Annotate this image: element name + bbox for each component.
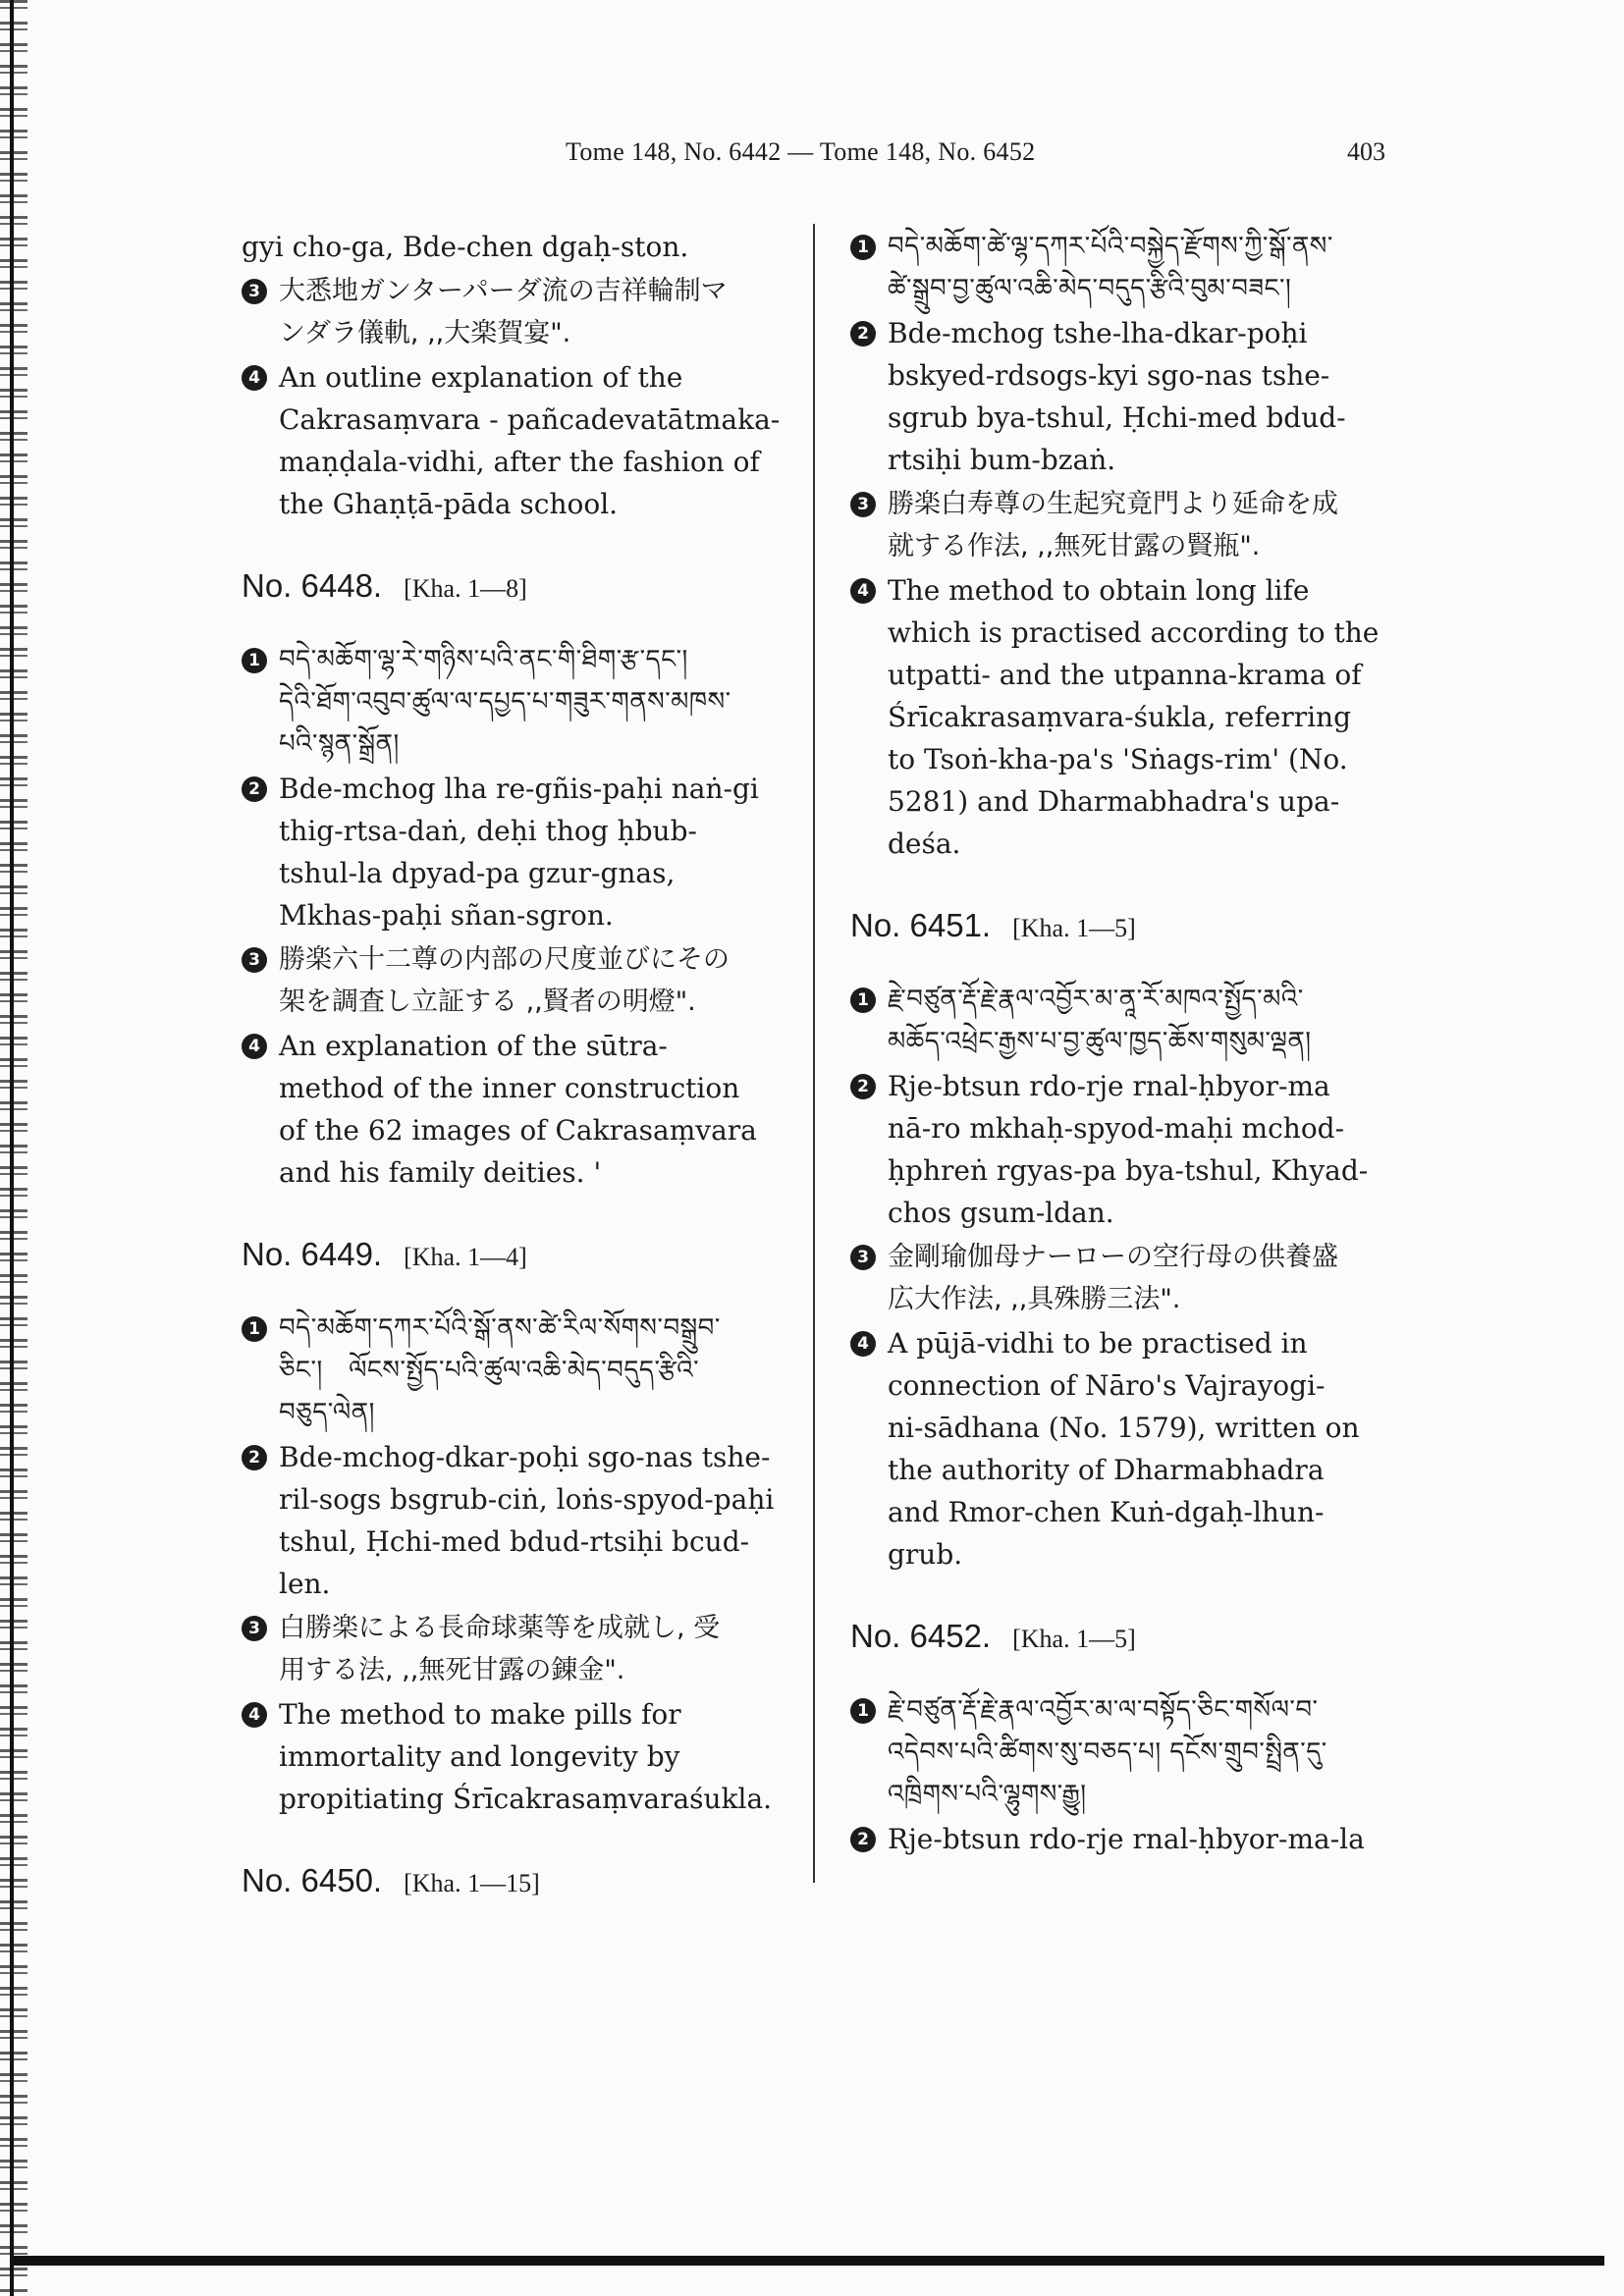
entry-heading-6451	[850, 904, 1400, 949]
english-description	[850, 1322, 1400, 1575]
circled-2-marker: 2	[850, 1074, 876, 1099]
text-line: chos gsum-ldan.	[888, 1197, 1114, 1229]
text-line: 白勝楽による長命球薬等を成就し, 受	[279, 1613, 721, 1643]
text-line: 金剛瑜伽母ナーローの空行母の供養盛	[888, 1242, 1338, 1272]
text-line: Bde-mchog tshe-lha-dkar-poḥi	[888, 317, 1308, 349]
text-line: Bde-mchog lha re-gñis-paḥi naṅ-gi	[279, 773, 759, 805]
circled-2-marker: 2	[850, 321, 876, 347]
left-column	[242, 226, 791, 1934]
continued-roman	[242, 226, 791, 268]
circled-2-marker: 2	[242, 1445, 267, 1470]
text-line: Rje-btsun rdo-rje rnal-ḥbyor-ma-la	[888, 1823, 1365, 1855]
text-line: Mkhas-paḥi sñan-sgron.	[279, 899, 614, 932]
text-line: and his family deities. '	[279, 1156, 602, 1189]
text-line: 勝楽六十二尊の内部の尺度並びにその	[279, 944, 730, 975]
text-line: བདེ་མཆོག་ལྷ་རེ་གཉིས་པའི་ནང་གི་ཐིག་རྩ་དང་།	[279, 645, 688, 674]
text-line: Śrīcakrasaṃvara-śukla, referring	[888, 701, 1351, 733]
circled-2-marker: 2	[242, 776, 267, 802]
text-line: The method to make pills for	[279, 1698, 681, 1731]
romanized-title	[242, 768, 791, 936]
text-line: ンダラ儀軌, ,,大楽賀宴".	[279, 318, 571, 348]
text-line: nā-ro mkhaḥ-spyod-maḥi mchod-	[888, 1112, 1345, 1145]
entry-ref: [Kha. 1—15]	[404, 1869, 540, 1897]
circled-3-marker: 3	[242, 1616, 267, 1641]
text-line: 用する法, ,,無死甘露の錬金".	[279, 1655, 625, 1685]
text-line: Cakrasaṃvara - pañcadevatātmaka-	[279, 403, 781, 436]
entry-number: No. 6449.	[242, 1236, 383, 1272]
text-line: པའི་སྙན་སྒྲོན།	[279, 729, 400, 759]
entry-ref: [Kha. 1—5]	[1012, 914, 1136, 942]
entry-number: No. 6448.	[242, 567, 383, 604]
text-line: རྗེ་བཙུན་རྡོ་རྗེ་རྣལ་འབྱོར་མ་ནཱ་རོ་མཁའ་སྤྱོད་མའི་	[888, 985, 1304, 1014]
japanese-title	[850, 483, 1400, 567]
page-header	[0, 137, 1624, 177]
running-title: Tome 148, No. 6442 — Tome 148, No. 6452	[566, 137, 1036, 166]
binding-edge	[0, 0, 27, 2296]
circled-4-marker: 4	[242, 365, 267, 391]
page-number: 403	[1347, 137, 1385, 166]
text-line: 架を調査し立証する ,,賢者の明燈".	[279, 987, 696, 1017]
circled-1-marker: 1	[850, 1698, 876, 1724]
text-line: the authority of Dharmabhadra	[888, 1454, 1325, 1486]
text-line: method of the inner construction	[279, 1072, 740, 1104]
text-line: 勝楽白寿尊の生起究竟門より延命を成	[888, 489, 1338, 519]
text-line: 広大作法, ,,具殊勝三法".	[888, 1284, 1181, 1314]
entry-heading-6450	[242, 1859, 791, 1904]
romanized-title	[242, 1436, 791, 1605]
text-line: immortality and longevity by	[279, 1740, 680, 1773]
circled-4-marker: 4	[242, 1702, 267, 1728]
circled-3-marker: 3	[850, 1245, 876, 1270]
text-line: དེའི་ཐོག་འབུབ་ཚུལ་ལ་དཔྱད་པ་གཟུར་གནས་མཁས་	[279, 687, 731, 717]
text-line: An outline explanation of the	[279, 361, 683, 394]
english-description	[242, 1693, 791, 1820]
circled-1-marker: 1	[850, 235, 876, 260]
tibetan-title	[850, 979, 1400, 1063]
text-line: and Rmor-chen Kuṅ-dgaḥ-lhun-	[888, 1496, 1325, 1528]
text-line: An explanation of the sūtra-	[279, 1030, 668, 1062]
text-line: ཚེ་སྒྲུབ་བྱ་ཚུལ་འཆི་མེད་བདུད་རྩིའི་བུམ་བཟང་།	[888, 274, 1292, 303]
english-description	[242, 1025, 791, 1194]
column-divider	[813, 224, 815, 1883]
text-line: utpatti- and the utpanna-krama of	[888, 659, 1362, 691]
text-line: sgrub bya-tshul, Ḥchi-med bdud-	[888, 401, 1346, 434]
circled-3-marker: 3	[850, 492, 876, 517]
text-line: maṇḍala-vidhi, after the fashion of	[279, 446, 760, 478]
tibetan-title	[850, 226, 1400, 310]
circled-2-marker: 2	[850, 1827, 876, 1852]
text-line: connection of Nāro's Vajrayogi-	[888, 1369, 1326, 1402]
text-line: ril-sogs bsgrub-ciṅ, loṅs-spyod-paḥi	[279, 1483, 775, 1516]
text-line: which is practised according to the	[888, 616, 1380, 649]
bottom-rule	[14, 2256, 1604, 2266]
entry-ref: [Kha. 1—4]	[404, 1243, 527, 1271]
text-line: རྗེ་བཙུན་རྡོ་རྗེ་རྣལ་འབྱོར་མ་ལ་བསྟོད་ཅིང་གསོལ་བ་	[888, 1695, 1319, 1725]
entry-number: No. 6451.	[850, 907, 992, 943]
entry-heading-6448	[242, 564, 791, 610]
text-line: bskyed-rdsogs-kyi sgo-nas tshe-	[888, 359, 1330, 392]
entry-heading-6449	[242, 1233, 791, 1278]
entry-ref: [Kha. 1—8]	[404, 574, 527, 603]
text-line: བདེ་མཆོག་ཚེ་ལྷ་དཀར་པོའི་བསྐྱེད་རྫོགས་ཀྱི་སྒོ་ནས་	[888, 232, 1333, 261]
text-line: ḥphreṅ rgyas-pa bya-tshul, Khyad-	[888, 1154, 1369, 1187]
circled-3-marker: 3	[242, 279, 267, 304]
romanized-title	[850, 312, 1400, 481]
entry-heading-6452	[850, 1615, 1400, 1660]
text-line: བདེ་མཆོག་དཀར་པོའི་སྒོ་ནས་ཚེ་རིལ་སོགས་བསྒྲུབ་	[279, 1313, 721, 1343]
japanese-title	[242, 938, 791, 1023]
text-line: tshul-la dpyad-pa gzur-gnas,	[279, 857, 676, 889]
entry-ref: [Kha. 1—5]	[1012, 1625, 1136, 1653]
binding-line	[10, 0, 14, 2296]
circled-1-marker: 1	[850, 988, 876, 1013]
text-line: The method to obtain long life	[888, 574, 1310, 607]
text-line: len.	[279, 1568, 331, 1600]
text-line: the Ghaṇṭā-pāda school.	[279, 488, 619, 520]
continued-english	[242, 356, 791, 525]
text-line: འཁྲིགས་པའི་ལྷུགས་རྒྱུ།	[888, 1780, 1087, 1809]
right-column	[850, 226, 1400, 1862]
circled-4-marker: 4	[850, 1331, 876, 1357]
text-line: A pūjā-vidhi to be practised in	[888, 1327, 1308, 1360]
text-line: ni-sādhana (No. 1579), written on	[888, 1412, 1360, 1444]
text-line: tshul, Ḥchi-med bdud-rtsiḥi bcud-	[279, 1525, 750, 1558]
text-line: 就する作法, ,,無死甘露の賢瓶".	[888, 531, 1261, 561]
text-line: 5281) and Dharmabhadra's upa-	[888, 785, 1340, 818]
circled-4-marker: 4	[242, 1034, 267, 1059]
continued-japanese	[242, 270, 791, 354]
text-line: འདེབས་པའི་ཚིགས་སུ་བཅད་པ། དངོས་གྲུབ་སྤྲིན་དུ་	[888, 1737, 1327, 1767]
text-line: Bde-mchog-dkar-poḥi sgo-nas tshe-	[279, 1441, 771, 1473]
entry-number: No. 6452.	[850, 1618, 992, 1654]
text-line: of the 62 images of Cakrasaṃvara	[279, 1114, 757, 1147]
tibetan-title	[242, 1308, 791, 1434]
text-line: Rje-btsun rdo-rje rnal-ḥbyor-ma	[888, 1070, 1330, 1102]
tibetan-title	[242, 639, 791, 766]
romanized-title	[850, 1065, 1400, 1234]
text-line: 大悉地ガンターパーダ流の吉祥輪制マ	[279, 276, 728, 306]
tibetan-title	[850, 1689, 1400, 1816]
entry-number: No. 6450.	[242, 1862, 383, 1898]
text-line: thig-rtsa-daṅ, deḥi thog ḥbub-	[279, 815, 697, 847]
romanized-title	[850, 1818, 1400, 1860]
circled-1-marker: 1	[242, 648, 267, 673]
text-line: propitiating Śrīcakrasaṃvaraśukla.	[279, 1783, 773, 1815]
text-line: rtsiḥi bum-bzaṅ.	[888, 444, 1116, 476]
text-line: grub.	[888, 1538, 963, 1571]
circled-4-marker: 4	[850, 578, 876, 604]
text-line: deśa.	[888, 828, 961, 860]
text-line: gyi cho-ga, Bde-chen dgaḥ-ston.	[242, 231, 689, 263]
text-line: བཅུད་ལེན།	[279, 1398, 375, 1427]
japanese-title	[242, 1607, 791, 1691]
english-description	[850, 569, 1400, 865]
japanese-title	[850, 1236, 1400, 1320]
circled-3-marker: 3	[242, 947, 267, 973]
text-line: ཅིང་། ལོངས་སྤྱོད་པའི་ཚུལ་འཆི་མེད་བདུད་རྩིའི་	[279, 1356, 700, 1385]
text-line: མཆོད་འཕྲེང་རྒྱས་པ་བྱ་ཚུལ་ཁྱད་ཆོས་གསུམ་ལྡན།	[888, 1027, 1312, 1056]
circled-1-marker: 1	[242, 1316, 267, 1342]
text-line: to Tsoṅ-kha-pa's 'Sṅags-rim' (No.	[888, 743, 1348, 775]
